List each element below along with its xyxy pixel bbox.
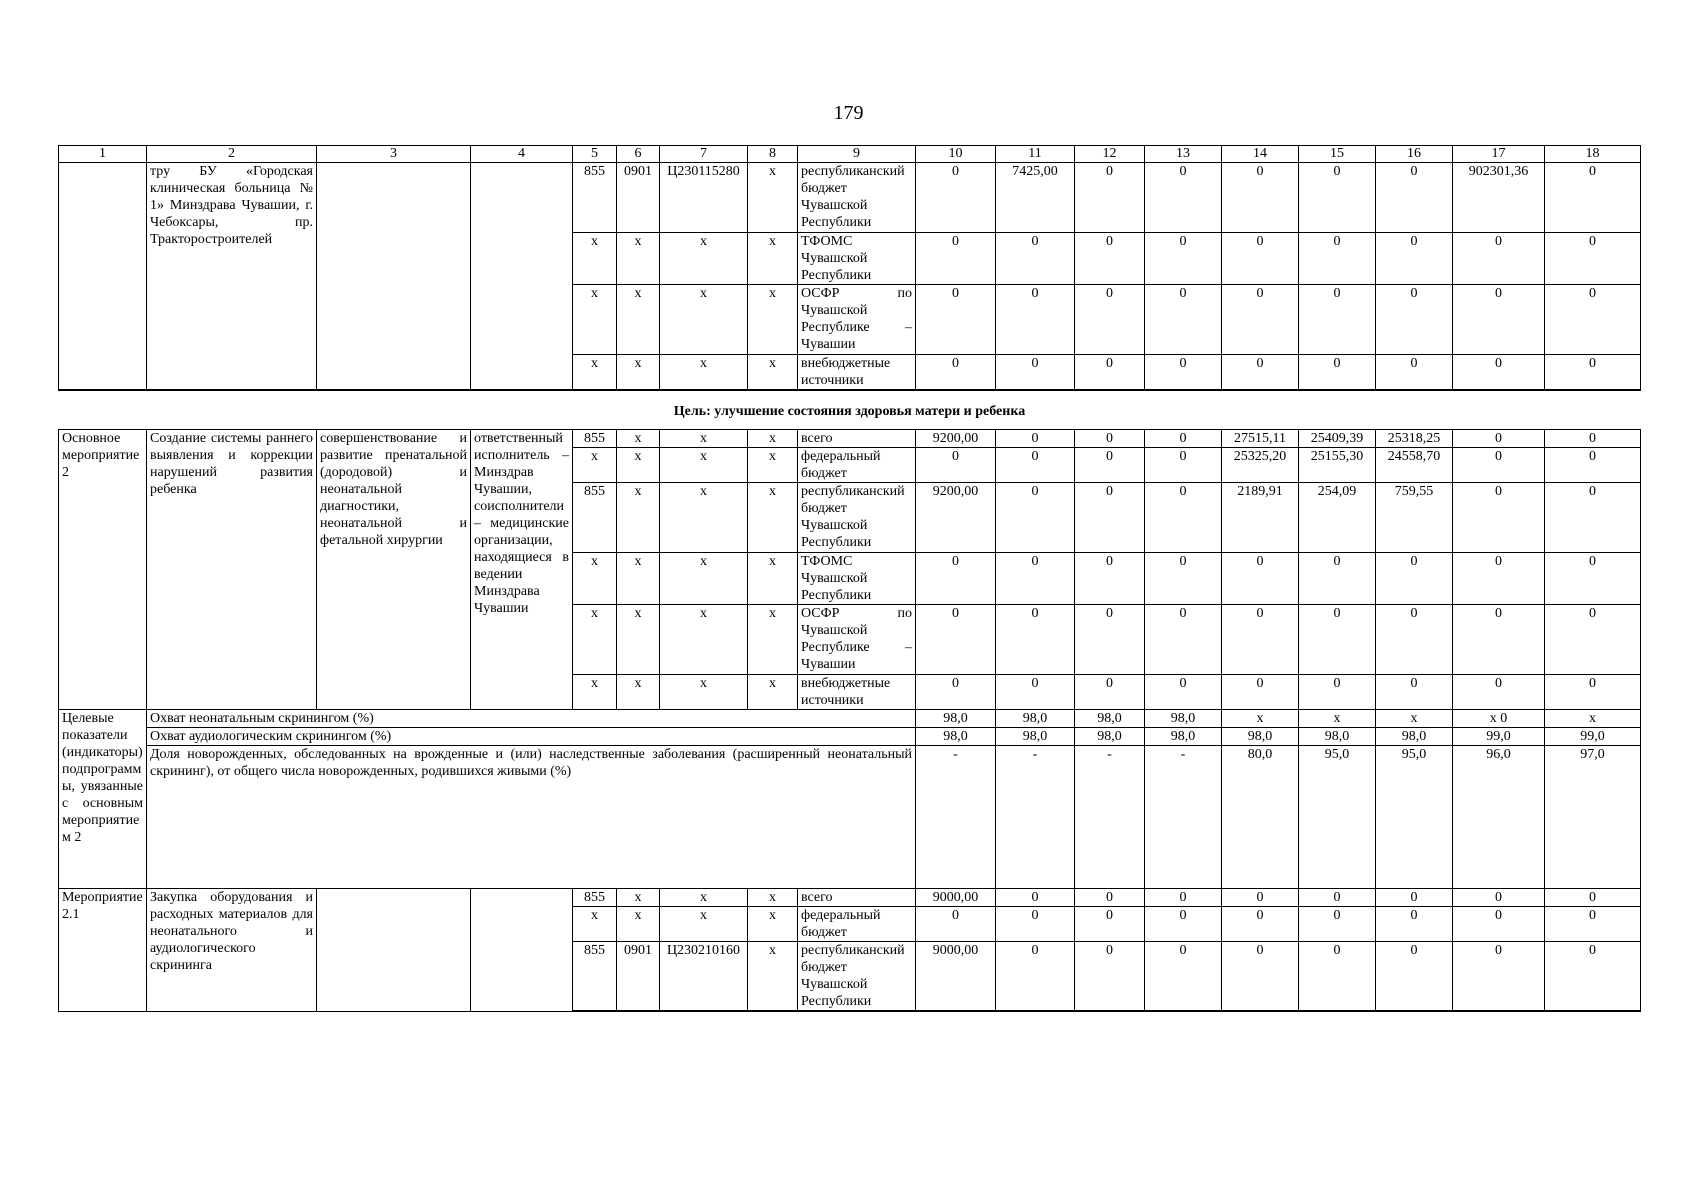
code-cell: x xyxy=(573,285,617,355)
value-cell: 98,0 xyxy=(996,727,1075,745)
goal-heading: Цель: улучшение состояния здоровья матери и ребенка xyxy=(59,390,1641,429)
value-cell: 0 xyxy=(996,429,1075,447)
code-cell: x xyxy=(660,233,748,285)
code-cell: x xyxy=(573,233,617,285)
value-cell: 0 xyxy=(996,552,1075,604)
code-cell: x xyxy=(617,906,660,941)
value-cell: 0 xyxy=(1376,233,1453,285)
code-cell: x xyxy=(617,604,660,674)
code-cell: x xyxy=(748,604,798,674)
value-cell: 0 xyxy=(1075,429,1145,447)
task-cell xyxy=(317,888,471,1011)
value-cell: 0 xyxy=(1453,355,1545,391)
value-cell: 96,0 xyxy=(1453,745,1545,888)
column-header: 6 xyxy=(617,146,660,163)
executor-cell xyxy=(471,888,573,1011)
code-cell: 855 xyxy=(573,163,617,233)
code-cell: x xyxy=(660,604,748,674)
code-cell: x xyxy=(660,674,748,709)
value-cell: 95,0 xyxy=(1299,745,1376,888)
value-cell: 98,0 xyxy=(1075,727,1145,745)
code-cell: 855 xyxy=(573,941,617,1011)
value-cell: 0 xyxy=(1299,674,1376,709)
value-cell: x xyxy=(1299,709,1376,727)
row-label-cell: Целевые показатели (индикаторы) подпрограммы, увязанные с основным мероприятием 2 xyxy=(59,709,147,888)
table-row xyxy=(59,429,1641,447)
column-header: 2 xyxy=(147,146,317,163)
value-cell: 0 xyxy=(1075,888,1145,906)
value-cell: 0 xyxy=(1145,604,1222,674)
column-header: 13 xyxy=(1145,146,1222,163)
value-cell: 0 xyxy=(1222,233,1299,285)
value-cell: 0 xyxy=(996,285,1075,355)
code-cell: x xyxy=(573,552,617,604)
code-cell: x xyxy=(660,906,748,941)
value-cell: 0 xyxy=(1075,941,1145,1011)
table-row xyxy=(59,709,1641,727)
indicator-name-cell: Охват неонатальным скринингом (%) xyxy=(147,709,916,727)
value-cell: 98,0 xyxy=(996,709,1075,727)
value-cell: 0 xyxy=(1545,888,1641,906)
value-cell: 0 xyxy=(1222,888,1299,906)
column-header: 5 xyxy=(573,146,617,163)
value-cell: 0 xyxy=(1545,674,1641,709)
budget-table xyxy=(58,145,1641,1012)
value-cell: 0 xyxy=(1376,285,1453,355)
value-cell: 98,0 xyxy=(1376,727,1453,745)
funding-source-cell: ТФОМС Чувашской Республики xyxy=(798,552,916,604)
value-cell: 0 xyxy=(1376,552,1453,604)
value-cell: 25318,25 xyxy=(1376,429,1453,447)
value-cell: 0 xyxy=(1145,355,1222,391)
table-row xyxy=(59,390,1641,429)
value-cell: 99,0 xyxy=(1545,727,1641,745)
value-cell: 0 xyxy=(1145,447,1222,482)
value-cell: 0 xyxy=(1145,285,1222,355)
value-cell: 0 xyxy=(996,674,1075,709)
value-cell: 0 xyxy=(1075,482,1145,552)
value-cell: 0 xyxy=(1222,552,1299,604)
column-header: 15 xyxy=(1299,146,1376,163)
code-cell: x xyxy=(748,888,798,906)
value-cell: 0 xyxy=(1376,906,1453,941)
value-cell: 98,0 xyxy=(916,709,996,727)
funding-source-cell: ОСФР по Чувашской Республике – Чувашии xyxy=(798,285,916,355)
column-header: 14 xyxy=(1222,146,1299,163)
value-cell: 0 xyxy=(1453,552,1545,604)
column-header: 10 xyxy=(916,146,996,163)
code-cell: x xyxy=(748,482,798,552)
code-cell: x xyxy=(748,233,798,285)
value-cell: x xyxy=(1376,709,1453,727)
task-cell: совершенствование и развитие пренатальной (дородовой) и неонатальной диагностики, неонатальной и фетальной хирургии xyxy=(317,429,471,709)
value-cell: - xyxy=(1075,745,1145,888)
value-cell: 0 xyxy=(1222,941,1299,1011)
funding-source-cell: федеральный бюджет xyxy=(798,906,916,941)
value-cell: 254,09 xyxy=(1299,482,1376,552)
value-cell: 0 xyxy=(1145,906,1222,941)
code-cell: x xyxy=(660,552,748,604)
code-cell: x xyxy=(617,447,660,482)
code-cell: x xyxy=(573,906,617,941)
value-cell: 0 xyxy=(1545,604,1641,674)
value-cell: 0 xyxy=(996,941,1075,1011)
code-cell: x xyxy=(660,285,748,355)
value-cell: 0 xyxy=(996,482,1075,552)
value-cell: - xyxy=(996,745,1075,888)
row-label-cell xyxy=(59,163,147,391)
column-header: 9 xyxy=(798,146,916,163)
value-cell: 0 xyxy=(1145,888,1222,906)
value-cell: 0 xyxy=(1376,941,1453,1011)
value-cell: x xyxy=(1545,709,1641,727)
value-cell: 0 xyxy=(916,285,996,355)
table-row xyxy=(59,727,1641,745)
column-header: 16 xyxy=(1376,146,1453,163)
funding-source-cell: внебюджетные источники xyxy=(798,674,916,709)
value-cell: 0 xyxy=(1453,429,1545,447)
value-cell: 0 xyxy=(1453,674,1545,709)
value-cell: 0 xyxy=(1075,355,1145,391)
value-cell: 0 xyxy=(1075,906,1145,941)
value-cell: 0 xyxy=(996,604,1075,674)
value-cell: 759,55 xyxy=(1376,482,1453,552)
column-header: 8 xyxy=(748,146,798,163)
row-label-cell: Мероприятие 2.1 xyxy=(59,888,147,1011)
code-cell: 855 xyxy=(573,429,617,447)
value-cell: 0 xyxy=(916,355,996,391)
value-cell: 0 xyxy=(1453,906,1545,941)
value-cell: 0 xyxy=(916,674,996,709)
value-cell: 0 xyxy=(1376,674,1453,709)
value-cell: 0 xyxy=(1299,888,1376,906)
value-cell: 0 xyxy=(1299,906,1376,941)
value-cell: 0 xyxy=(1545,482,1641,552)
value-cell: 0 xyxy=(1376,355,1453,391)
value-cell: 0 xyxy=(1145,552,1222,604)
funding-source-cell: всего xyxy=(798,429,916,447)
code-cell: x xyxy=(617,285,660,355)
code-cell: 0901 xyxy=(617,163,660,233)
value-cell: 0 xyxy=(916,906,996,941)
value-cell: 0 xyxy=(1545,233,1641,285)
value-cell: 0 xyxy=(1075,447,1145,482)
value-cell: x xyxy=(1222,709,1299,727)
value-cell: 0 xyxy=(1545,285,1641,355)
code-cell: x xyxy=(617,429,660,447)
code-cell: x xyxy=(748,674,798,709)
value-cell: 7425,00 xyxy=(996,163,1075,233)
funding-source-cell: ТФОМС Чувашской Республики xyxy=(798,233,916,285)
code-cell: x xyxy=(617,674,660,709)
value-cell: 25155,30 xyxy=(1299,447,1376,482)
value-cell: 0 xyxy=(1545,906,1641,941)
value-cell: 98,0 xyxy=(1145,727,1222,745)
value-cell: 9000,00 xyxy=(916,941,996,1011)
column-header: 7 xyxy=(660,146,748,163)
value-cell: 0 xyxy=(1299,604,1376,674)
column-header: 18 xyxy=(1545,146,1641,163)
task-cell xyxy=(317,163,471,391)
value-cell: 0 xyxy=(1299,355,1376,391)
value-cell: 0 xyxy=(1545,941,1641,1011)
value-cell: 0 xyxy=(1453,285,1545,355)
page-number: 179 xyxy=(833,102,864,124)
value-cell: 0 xyxy=(996,355,1075,391)
value-cell: 0 xyxy=(1299,552,1376,604)
value-cell: 0 xyxy=(1545,552,1641,604)
value-cell: 0 xyxy=(1222,906,1299,941)
column-header: 12 xyxy=(1075,146,1145,163)
value-cell: 0 xyxy=(1453,604,1545,674)
value-cell: 25325,20 xyxy=(1222,447,1299,482)
code-cell: x xyxy=(573,355,617,391)
code-cell: x xyxy=(748,906,798,941)
value-cell: 99,0 xyxy=(1453,727,1545,745)
funding-source-cell: федеральный бюджет xyxy=(798,447,916,482)
value-cell: 2189,91 xyxy=(1222,482,1299,552)
code-cell: x xyxy=(617,355,660,391)
value-cell: 0 xyxy=(996,447,1075,482)
value-cell: 0 xyxy=(996,888,1075,906)
value-cell: 98,0 xyxy=(916,727,996,745)
value-cell: 24558,70 xyxy=(1376,447,1453,482)
column-header: 17 xyxy=(1453,146,1545,163)
funding-source-cell: республиканский бюджет Чувашской Республики xyxy=(798,941,916,1011)
value-cell: 98,0 xyxy=(1075,709,1145,727)
value-cell: 0 xyxy=(1453,482,1545,552)
value-cell: 0 xyxy=(1453,233,1545,285)
funding-source-cell: всего xyxy=(798,888,916,906)
value-cell: 0 xyxy=(1075,285,1145,355)
value-cell: 0 xyxy=(1145,233,1222,285)
value-cell: 0 xyxy=(1075,233,1145,285)
value-cell: 98,0 xyxy=(1145,709,1222,727)
code-cell: x xyxy=(617,482,660,552)
value-cell: 27515,11 xyxy=(1222,429,1299,447)
value-cell: 0 xyxy=(1453,447,1545,482)
value-cell: x 0 xyxy=(1453,709,1545,727)
value-cell: 0 xyxy=(916,604,996,674)
code-cell: x xyxy=(748,285,798,355)
code-cell: x xyxy=(617,233,660,285)
code-cell: x xyxy=(660,429,748,447)
code-cell: x xyxy=(660,888,748,906)
code-cell: x xyxy=(748,355,798,391)
value-cell: 0 xyxy=(1145,674,1222,709)
event-name-cell: Закупка оборудования и расходных материалов для неонатального и аудиологического скрининга xyxy=(147,888,317,1011)
column-header: 1 xyxy=(59,146,147,163)
value-cell: 0 xyxy=(916,552,996,604)
code-cell: x xyxy=(617,552,660,604)
code-cell: x xyxy=(573,447,617,482)
value-cell: 97,0 xyxy=(1545,745,1641,888)
value-cell: 902301,36 xyxy=(1453,163,1545,233)
value-cell: 0 xyxy=(1075,163,1145,233)
code-cell: Ц230115280 xyxy=(660,163,748,233)
code-cell: Ц230210160 xyxy=(660,941,748,1011)
value-cell: 0 xyxy=(1222,163,1299,233)
value-cell: 0 xyxy=(916,163,996,233)
value-cell: 0 xyxy=(1145,941,1222,1011)
value-cell: 0 xyxy=(1222,674,1299,709)
column-header: 4 xyxy=(471,146,573,163)
indicator-name-cell: Охват аудиологическим скринингом (%) xyxy=(147,727,916,745)
funding-source-cell: республиканский бюджет Чувашской Республики xyxy=(798,163,916,233)
code-cell: 855 xyxy=(573,482,617,552)
value-cell: 0 xyxy=(916,447,996,482)
event-name-cell: Создание системы раннего выявления и коррекции нарушений развития ребенка xyxy=(147,429,317,709)
value-cell: 0 xyxy=(916,233,996,285)
funding-source-cell: ОСФР по Чувашской Республике – Чувашии xyxy=(798,604,916,674)
value-cell: 80,0 xyxy=(1222,745,1299,888)
row-label-cell: Основное мероприятие 2 xyxy=(59,429,147,709)
value-cell: 0 xyxy=(1453,888,1545,906)
column-header: 11 xyxy=(996,146,1075,163)
code-cell: x xyxy=(660,447,748,482)
value-cell: 0 xyxy=(1376,163,1453,233)
code-cell: x xyxy=(748,552,798,604)
executor-cell xyxy=(471,163,573,391)
table-row xyxy=(59,163,1641,233)
code-cell: x xyxy=(748,447,798,482)
value-cell: 0 xyxy=(1075,674,1145,709)
code-cell: x xyxy=(617,888,660,906)
code-cell: x xyxy=(573,604,617,674)
value-cell: 0 xyxy=(996,906,1075,941)
table-row xyxy=(59,146,1641,163)
value-cell: 0 xyxy=(1453,941,1545,1011)
value-cell: 0 xyxy=(1145,429,1222,447)
value-cell: 0 xyxy=(1222,285,1299,355)
table-row xyxy=(59,745,1641,888)
code-cell: x xyxy=(748,429,798,447)
table-row xyxy=(59,888,1641,906)
value-cell: 0 xyxy=(1222,355,1299,391)
indicator-name-cell: Доля новорожденных, обследованных на врожденные и (или) наследственные заболевания (расширенный неонатальный скрининг), от общего числа новорожденных, родившихся живыми (%) xyxy=(147,745,916,888)
value-cell: 0 xyxy=(1376,604,1453,674)
executor-cell: ответственный исполнитель – Минздрав Чувашии, соисполнители – медицинские организации, находящиеся в ведении Минздрава Чувашии xyxy=(471,429,573,709)
value-cell: 0 xyxy=(1545,355,1641,391)
value-cell: 0 xyxy=(1145,482,1222,552)
value-cell: 95,0 xyxy=(1376,745,1453,888)
value-cell: 0 xyxy=(1545,429,1641,447)
value-cell: 0 xyxy=(1299,285,1376,355)
value-cell: 0 xyxy=(996,233,1075,285)
code-cell: x xyxy=(573,674,617,709)
value-cell: 0 xyxy=(1075,604,1145,674)
value-cell: 9200,00 xyxy=(916,482,996,552)
value-cell: 9000,00 xyxy=(916,888,996,906)
value-cell: - xyxy=(916,745,996,888)
funding-source-cell: внебюджетные источники xyxy=(798,355,916,391)
code-cell: x xyxy=(660,355,748,391)
funding-source-cell: республиканский бюджет Чувашской Республики xyxy=(798,482,916,552)
value-cell: 0 xyxy=(1075,552,1145,604)
event-name-cell: тру БУ «Городская клиническая больница № 1» Минздрава Чувашии, г. Чебоксары, пр. Тракторостроителей xyxy=(147,163,317,391)
value-cell: 98,0 xyxy=(1222,727,1299,745)
value-cell: 0 xyxy=(1545,163,1641,233)
value-cell: 25409,39 xyxy=(1299,429,1376,447)
code-cell: 855 xyxy=(573,888,617,906)
code-cell: 0901 xyxy=(617,941,660,1011)
value-cell: 0 xyxy=(1299,233,1376,285)
value-cell: 0 xyxy=(1545,447,1641,482)
code-cell: x xyxy=(660,482,748,552)
value-cell: - xyxy=(1145,745,1222,888)
code-cell: x xyxy=(748,163,798,233)
value-cell: 0 xyxy=(1299,163,1376,233)
value-cell: 0 xyxy=(1145,163,1222,233)
value-cell: 0 xyxy=(1376,888,1453,906)
code-cell: x xyxy=(748,941,798,1011)
value-cell: 98,0 xyxy=(1299,727,1376,745)
value-cell: 9200,00 xyxy=(916,429,996,447)
value-cell: 0 xyxy=(1299,941,1376,1011)
column-header: 3 xyxy=(317,146,471,163)
value-cell: 0 xyxy=(1222,604,1299,674)
